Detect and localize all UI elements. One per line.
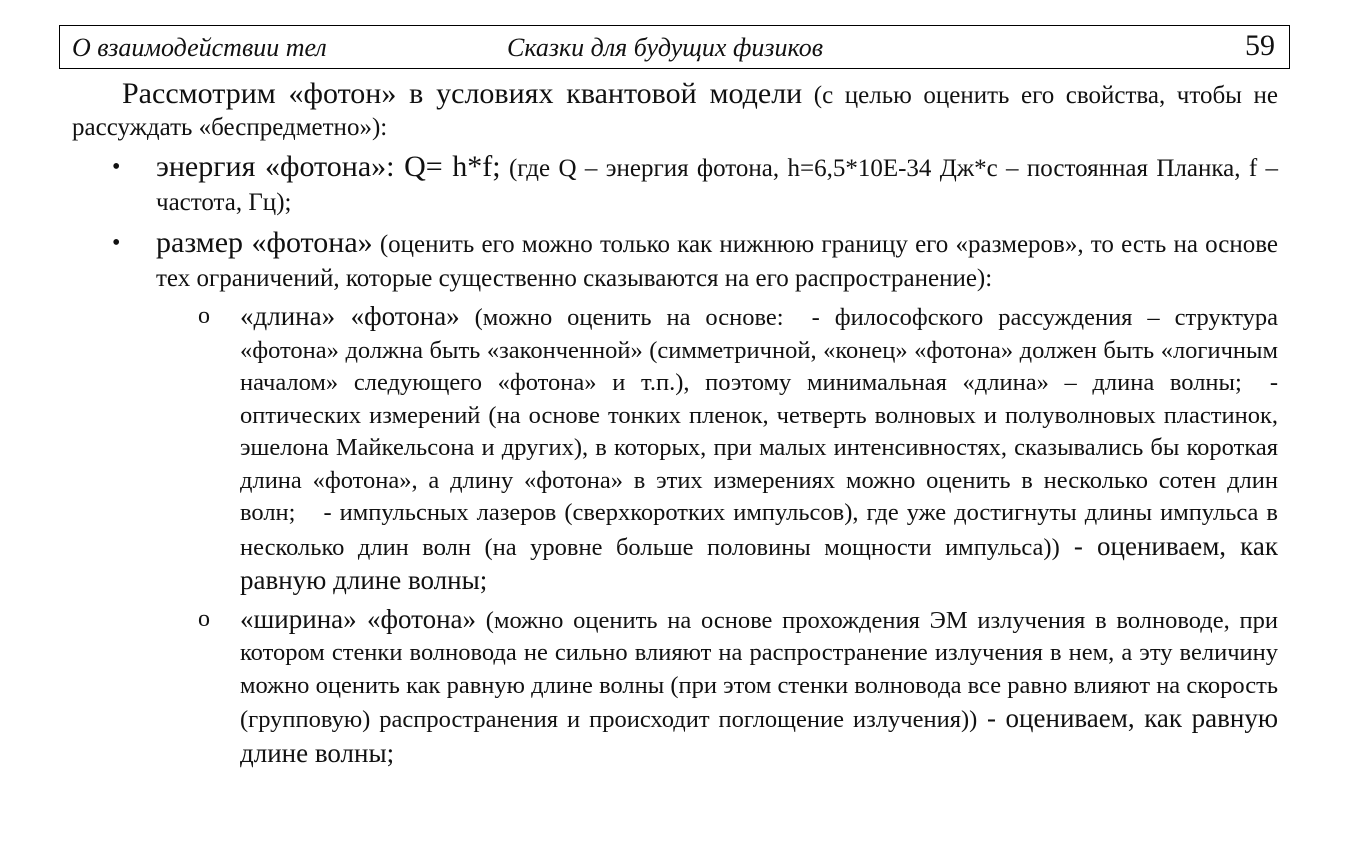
intro-lead: Рассмотрим «фотон» в условиях квантовой модели [122, 77, 803, 110]
subitem-text-3: - оптических измерений (на основе тонких пленок, четверть волновых и полуволновых пластинок, эшелона Майкельсона и других), в которых, при малых интенсивностях, сказывались бы короткая длина «фотона», а длину «фотона» в этих измерениях можно оценить в несколько сотен длин волн; [240, 369, 1278, 526]
subitem-conclusion: - оцениваем, как равную длине волны; [240, 703, 1279, 768]
subitem-text-1: (можно оценить на основе прохождения ЭМ излучения в волноводе, при котором стенки волновода не сильно влияют на распространение излучения в нем, а эту величину можно оценить как равную длине волны (при этом стенки волновода все равно влияют на скорость (групповую) распространения и происходит поглощение излучения)) [240, 606, 1278, 733]
bullet-energy [72, 150, 1278, 220]
bullet-marker: • [112, 230, 121, 256]
bullet-text: (оценить его можно только как нижнюю границу его «размеров», то есть на основе тех ограничений, которые существенно сказываются на его распространение): [156, 231, 1279, 292]
subitem-conclusion: - оцениваем, как равную длине волны; [240, 530, 1278, 595]
intro-paragraph [72, 78, 1278, 144]
intro-rest: (с целью оценить его свойства, чтобы не рассуждать «беспредметно»): [72, 82, 1278, 141]
subitem-length [72, 300, 1278, 599]
running-header [59, 25, 1290, 69]
page-number: 59 [1245, 29, 1275, 62]
bullet-lead: энергия «фотона»: Q= h*f; [156, 150, 501, 183]
subitem-width [72, 603, 1278, 772]
header-chapter-title: О взаимодействии тел [72, 33, 327, 62]
subitem-text-1: (можно оценить на основе: [459, 304, 784, 331]
bullet-text: (где Q – энергия фотона, h=6,5*10E-34 Дж*с – постоянная Планка, f – частота, Гц); [156, 155, 1278, 216]
bullet-marker: • [112, 154, 121, 180]
subitem-marker: o [198, 303, 210, 329]
subitem-marker: o [198, 605, 210, 632]
subitem-lead: «длина» «фотона» [240, 301, 460, 331]
bullet-size [72, 226, 1278, 296]
header-book-title: Сказки для будущих физиков [507, 33, 824, 62]
subitem-text-4: - импульсных лазеров (сверхкоротких импульсов), где уже достигнуты длины импульса в несколько длин волн (на уровне больше половины мощности импульса)) [240, 499, 1278, 561]
subitem-text-2: - философского рассуждения – структура «фотона» должна быть «законченной» (симметричной, «конец» «фотона» должен быть «логичным началом» следующего «фотона» и т.п.), поэтому минимальная «длина» – длина волны; [240, 304, 1278, 396]
bullet-lead: размер «фотона» [156, 226, 373, 259]
page-body [72, 78, 1278, 771]
subitem-lead: «ширина» «фотона» [240, 603, 477, 634]
